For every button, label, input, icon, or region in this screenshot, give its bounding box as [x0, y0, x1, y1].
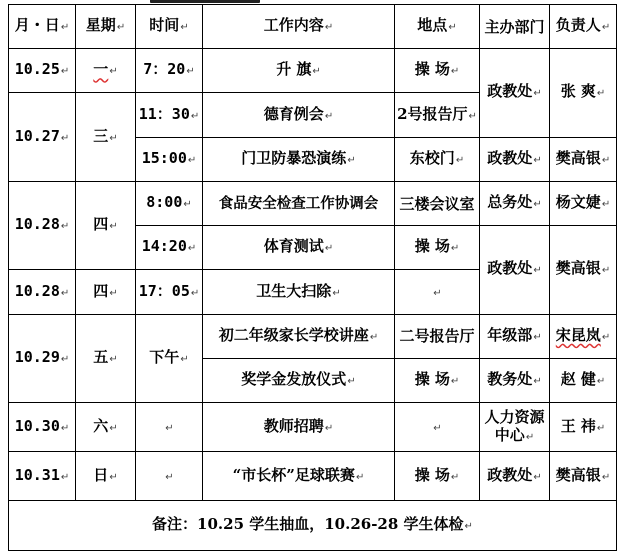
cell-date: 10.29↵	[9, 314, 76, 402]
cell-content: 德育例会↵	[203, 93, 395, 137]
cell-time: 7：20↵	[136, 49, 203, 93]
header-date: 月・日↵	[9, 5, 76, 49]
cell-weekday: 一↵	[76, 49, 136, 93]
cell-place: 三楼会议室	[395, 181, 480, 225]
cell-place: 东校门↵	[395, 137, 480, 181]
cell-content: 升 旗↵	[203, 49, 395, 93]
cell-place: ↵	[395, 403, 480, 452]
header-content: 工作内容↵	[203, 5, 395, 49]
cell-place: 操 场↵	[395, 358, 480, 402]
note-cell: 备注：10.25 学生抽血，10.26-28 学生体检↵	[9, 500, 617, 550]
cell-owner: 樊高银↵	[550, 452, 617, 500]
cell-place: 操 场↵	[395, 452, 480, 500]
cell-content: 初二年级家长学校讲座↵	[203, 314, 395, 358]
cell-time: 17：05↵	[136, 270, 203, 314]
cell-dept: 教务处↵	[480, 358, 550, 402]
header-place: 地点↵	[395, 5, 480, 49]
cell-date: 10.30↵	[9, 403, 76, 452]
cell-place: 二号报告厅	[395, 314, 480, 358]
cell-content: 奖学金发放仪式↵	[203, 358, 395, 402]
table-row	[9, 403, 617, 452]
cell-dept: 总务处↵	[480, 181, 550, 225]
cell-time: 11：30↵	[136, 93, 203, 137]
cell-date: 10.31↵	[9, 452, 76, 500]
cell-time: 14:20↵	[136, 226, 203, 270]
cell-owner: 樊高银↵	[550, 137, 617, 181]
cell-time: 15:00↵	[136, 137, 203, 181]
cell-content: 体育测试↵	[203, 226, 395, 270]
cell-date: 10.27↵	[9, 93, 76, 181]
cell-content: 教师招聘↵	[203, 403, 395, 452]
table-row	[9, 314, 617, 358]
table-row	[9, 452, 617, 500]
cell-weekday: 四↵	[76, 270, 136, 314]
cell-time: ↵	[136, 452, 203, 500]
cell-dept: 政教处↵	[480, 137, 550, 181]
header-owner: 负责人↵	[550, 5, 617, 49]
cell-weekday: 五↵	[76, 314, 136, 402]
cell-owner: 王 祎↵	[550, 403, 617, 452]
cell-owner: 宋昆岚↵	[550, 314, 617, 358]
cell-time: 下午↵	[136, 314, 203, 402]
cell-content: 食品安全检查工作协调会	[203, 181, 395, 225]
header-dept: 主办部门	[480, 5, 550, 49]
cell-dept: 人力资源 中心↵	[480, 403, 550, 452]
cell-place: 操 场↵	[395, 226, 480, 270]
cell-weekday: 日↵	[76, 452, 136, 500]
cell-owner: 杨文婕↵	[550, 181, 617, 225]
cell-content: 门卫防暴恐演练↵	[203, 137, 395, 181]
schedule-table	[8, 4, 617, 551]
cell-dept: 年级部↵	[480, 314, 550, 358]
cell-content: “市长杯”足球联赛↵	[203, 452, 395, 500]
cell-dept: 政教处↵	[480, 226, 550, 314]
table-row	[9, 181, 617, 225]
cell-place: ↵	[395, 270, 480, 314]
cell-time: ↵	[136, 403, 203, 452]
note-row	[9, 500, 617, 550]
cell-owner: 樊高银↵	[550, 226, 617, 314]
cell-dept: 政教处↵	[480, 49, 550, 137]
cell-place: 2号报告厅↵	[395, 93, 480, 137]
header-time: 时间↵	[136, 5, 203, 49]
cell-weekday: 三↵	[76, 93, 136, 181]
cell-weekday: 六↵	[76, 403, 136, 452]
cell-time: 8:00↵	[136, 181, 203, 225]
cell-place: 操 场↵	[395, 49, 480, 93]
table-row	[9, 49, 617, 93]
header-row	[9, 5, 617, 49]
cell-weekday: 四↵	[76, 181, 136, 269]
cell-owner: 赵 健↵	[550, 358, 617, 402]
header-weekday: 星期↵	[76, 5, 136, 49]
cell-date: 10.28↵	[9, 270, 76, 314]
cell-dept: 政教处↵	[480, 452, 550, 500]
cell-content: 卫生大扫除↵	[203, 270, 395, 314]
cell-owner: 张 爽↵	[550, 49, 617, 137]
cell-date: 10.28↵	[9, 181, 76, 269]
cell-date: 10.25↵	[9, 49, 76, 93]
